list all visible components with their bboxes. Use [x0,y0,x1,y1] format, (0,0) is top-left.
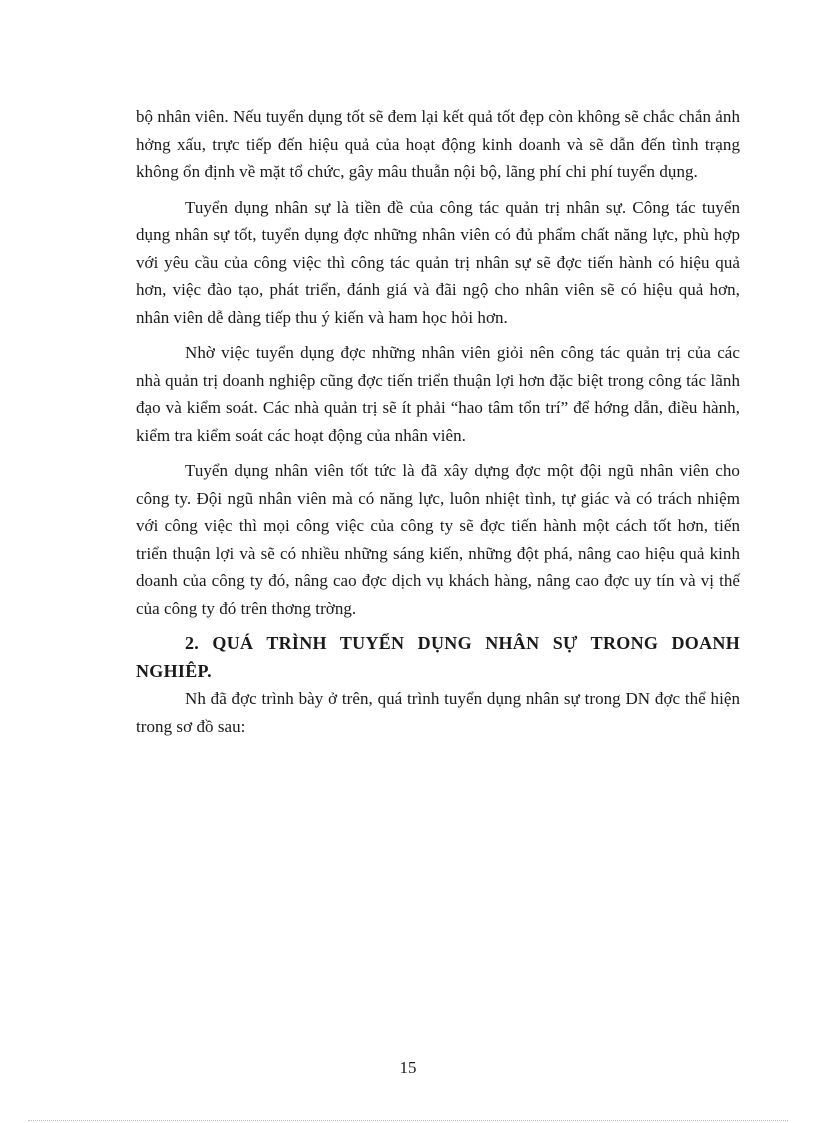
paragraph-management-benefit: Nhờ việc tuyển dụng đợc những nhân viên giỏi nên công tác quản trị của các nhà quản trị doanh nghiệp cũng đợc tiến triển thuận lợi hơn đặc biệt trong công tác lãnh đạo và kiểm soát. Các nhà quản trị sẽ ít phải “hao tâm tổn trí” để hớng dẫn, điều hành, kiểm tra kiểm soát các hoạt động của nhân viên. [136,343,740,445]
section-heading: 2. QUÁ TRÌNH TUYỂN DỤNG NHÂN SỰ TRONG DOANH NGHIÊP. [136,633,740,681]
body-text [136,103,740,748]
paragraph-continuation: bộ nhân viên. Nếu tuyển dụng tốt sẽ đem lại kết quả tốt đẹp còn không sẽ chắc chắn ảnh hởng xấu, trực tiếp đến hiệu quả của hoạt động kinh doanh và sẽ dẫn đến tình trạng không ổn định về mặt tổ chức, gây mâu thuẫn nội bộ, lãng phí chi phí tuyển dụng. [136,107,740,181]
page-number: 15 [399,1058,417,1077]
paragraph-team-building: Tuyển dụng nhân viên tốt tức là đã xây dựng đợc một đội ngũ nhân viên cho công ty. Đội ngũ nhân viên mà có năng lực, luôn nhiệt tình, tự giác và có trách nhiệm với công việc thì mọi công việc của công ty sẽ đợc tiến hành một cách tốt hơn, tiến triển thuận lợi và sẽ có nhiều những sáng kiến, những đột phá, nâng cao hiệu quả kinh doanh của công ty đó, nâng cao đợc dịch vụ khách hàng, nâng cao đợc uy tín và vị thế của công ty đó trên thơng trờng. [136,461,740,618]
paragraph-recruitment-premise: Tuyển dụng nhân sự là tiền đề của công tác quản trị nhân sự. Công tác tuyển dụng nhân sự tốt, tuyển dụng đợc những nhân viên có đủ phẩm chất năng lực, phù hợp với yêu cầu của công việc thì công tác quản trị nhân sự sẽ đợc tiến hành có hiệu quả hơn, việc đào tạo, phát triển, đánh giá và đãi ngộ cho nhân viên sẽ có hiệu quả hơn, nhân viên dễ dàng tiếp thu ý kiến và ham học hỏi hơn. [136,197,740,327]
footer-divider [28,1120,788,1121]
paragraph-diagram-intro: Nh đã đợc trình bày ở trên, quá trình tuyển dụng nhân sự trong DN đợc thể hiện trong sơ đồ sau: [136,689,740,736]
